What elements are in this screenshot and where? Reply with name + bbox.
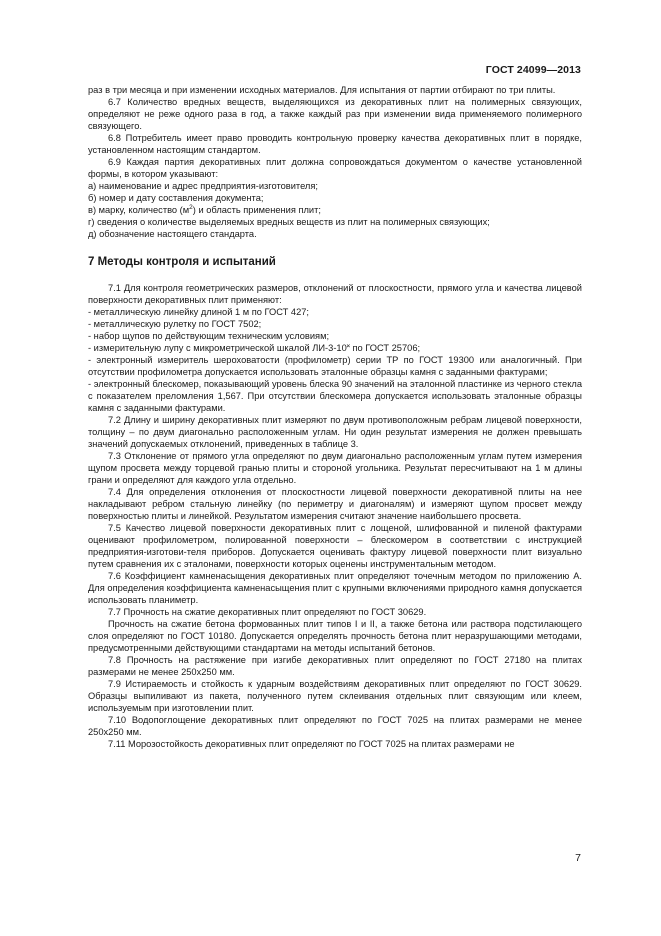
list-item: а) наименование и адрес предприятия-изготовителя; [88,181,318,191]
section-title: 7 Методы контроля и испытаний [88,256,276,268]
paragraph-7-2: 7.2 Длину и ширину декоративных плит измеряют по двум противоположным ребрам лицевой поверхности, толщину – по двум диагонально расположенным углам. Ни один результат измерения не должен превышать значений допускаемых отклонений, приведенных в таблице 3. [88,415,582,449]
page-number: 7 [575,852,581,864]
list-item: б) номер и дату составления документа; [88,193,264,203]
list-item [88,204,582,216]
superscript: 2 [189,203,193,211]
paragraph: раз в три месяца и при изменении исходных материалов. Для испытания от партии отбирают по три плиты. [88,85,556,95]
list-item-text-tail: ) и область применения плит; [192,205,321,215]
list-item: - металлическую рулетку по ГОСТ 7502; [88,319,262,329]
paragraph-7-8: 7.8 Прочность на растяжение при изгибе декоративных плит определяют по ГОСТ 27180 на плитах размерами не менее 250х250 мм. [88,655,582,677]
paragraph-7-10: 7.10 Водопоглощение декоративных плит определяют по ГОСТ 7025 на плитах размерами не менее 250х250 мм. [88,715,582,737]
paragraph-6-7: 6.7 Количество вредных веществ, выделяющихся из декоративных плит на полимерных связующих, определяют не реже одного раза в год, а также каждый раз при изменении вида применяемого полимерного связующего. [88,97,582,131]
document-body [88,84,582,750]
paragraph-7-4: 7.4 Для определения отклонения от плоскостности лицевой поверхности декоративной плиты на нее накладывают ребром стальную линейку (по периметру и диагоналям) и измеряют щупом просвет между поверхностью плиты и линейкой. Результатом измерения считают значение наибольшего просвета. [88,487,582,521]
list-item: д) обозначение настоящего стандарта. [88,229,257,239]
paragraph-7-3: 7.3 Отклонение от прямого угла определяют по двум диагонально расположенным углам путем измерения щупом просвета между торцевой гранью плиты и стороной угольника. Результат пересчитывают на 1 м длины грани и определяют для каждого угла отдельно. [88,451,582,485]
paragraph-6-9: 6.9 Каждая партия декоративных плит должна сопровождаться документом о качестве установленной формы, в котором указывают: [88,157,582,179]
list-item-profilometer: - электронный измеритель шероховатости (профилометр) серии ТР по ГОСТ 19300 или аналогичный. При отсутствии профилометра допускается использовать эталонные образцы камня с заданными фактурами; [88,355,582,377]
paragraph-6-8: 6.8 Потребитель имеет право проводить контрольную проверку качества декоративных плит в порядке, установленном настоящим стандартом. [88,133,582,155]
paragraph-7-1: 7.1 Для контроля геометрических размеров, отклонений от плоскостности, прямого угла и качества лицевой поверхности декоративных плит применяют: [88,283,582,305]
paragraph-7-9: 7.9 Истираемость и стойкость к ударным воздействиям декоративных плит определяют по ГОСТ 30629. Образцы выпиливают из пакета, полученного путем склеивания отдельных плит связующим или клеем, используемым при изготовлении плит. [88,679,582,713]
list-item-text: в) марку, количество (м [88,205,190,215]
paragraph-7-11: 7.11 Морозостойкость декоративных плит определяют по ГОСТ 7025 на плитах размерами не [108,739,515,749]
list-item: - набор щупов по действующим техническим условиям; [88,331,330,341]
document-header-standard: ГОСТ 24099—2013 [485,64,581,76]
list-item: - измерительную лупу с микрометрической шкалой ЛИ-3-10˟ по ГОСТ 25706; [88,343,421,353]
paragraph-7-7: 7.7 Прочность на сжатие декоративных плит определяют по ГОСТ 30629. [108,607,427,617]
list-item: - металлическую линейку длиной 1 м по ГОСТ 427; [88,307,310,317]
list-item-glossmeter: - электронный блескомер, показывающий уровень блеска 90 значений на эталонной пластинке из черного стекла с показателем преломления 1,567. При отсутствии блескомера допускается использовать эталонные образцы камня с заданными фактурами. [88,379,582,413]
paragraph-7-6: 7.6 Коэффициент камненасыщения декоративных плит определяют точечным методом по приложению А. Для определения коэффициента камненасыщения плит с крупными включениями природного камня допускается использовать планиметр. [88,571,582,605]
list-item: г) сведения о количестве выделяемых вредных веществ из плит на полимерных связующих; [88,217,490,227]
paragraph-7-5: 7.5 Качество лицевой поверхности декоративных плит с лощеной, шлифованной и пиленой фактурами оценивают профилометром, полированной поверхности – блескомером в соответствии с инструкцией предприятия-изготови-теля приборов. Допускается оценивать фактуру лицевой поверхности плит визуально путем сравнения их с эталонами, поверхности которых оценены инструментальным методом. [88,523,582,569]
paragraph-7-7-cont: Прочность на сжатие бетона формованных плит типов I и II, а также бетона или раствора подстилающего слоя определяют по ГОСТ 10180. Допускается определять прочность бетона плит неразрушающими методами, предусмотренными действующими стандартами на методы испытаний бетонов. [88,619,582,653]
